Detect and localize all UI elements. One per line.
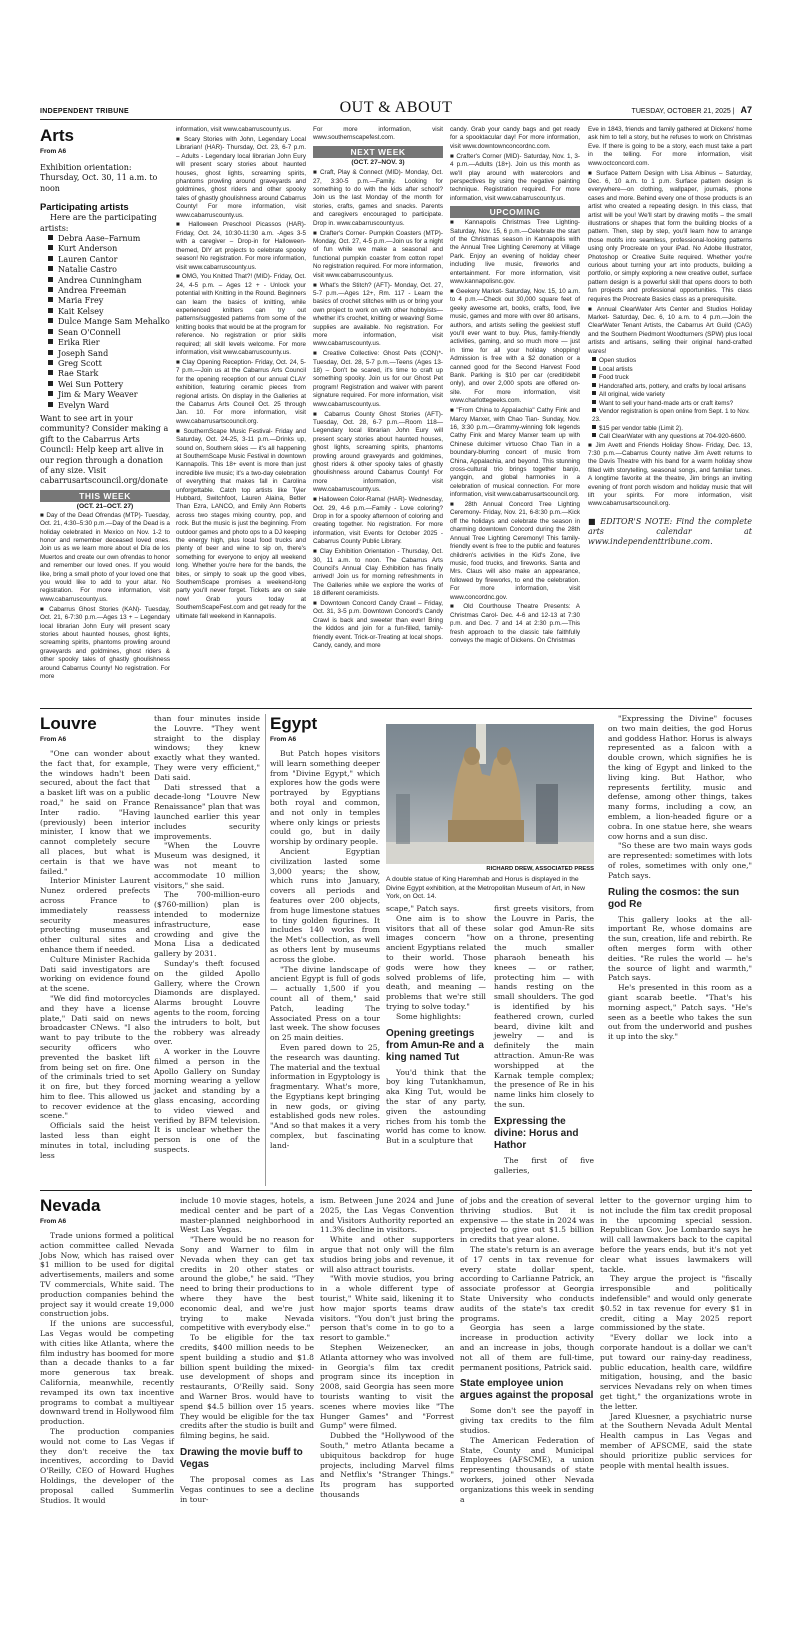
- calendar-item: Eve in 1843, friends and family gathered at Dickens' home ask him to tell a story, but he refuses to work on Christmas Eve. If there is going to be a story, each must take a part in the telling. For more information, visit www.octconcord.com.: [588, 126, 752, 167]
- list-item: All original, wide variety: [592, 391, 752, 399]
- paragraph: "When the Louvre Museum was designed, it was not meant to accommodate 10 million visitors," she said.: [154, 841, 260, 890]
- calendar-item: ■ "From China to Appalachia" Cathy Fink and Marcy Marxer, with Chao Tian- Sunday, Nov. 16, 3:30 p.m.—Grammy-winning folk legends Cathy Fink and Marcy Marxer team up with Chinese dulcimer virtuoso Chao Tian in a boundary-blurring concert of music from China, Appalachia, and beyond. This stunning cross-cultural trio brings together banjo, yangqin, and global harmonies in a celebration of musical connection. For more information, visit www.cabarrusartscouncil.org.: [450, 407, 580, 499]
- list-item: Kurt Anderson: [48, 244, 170, 254]
- paragraph: A worker in the Louvre filmed a person in the Apollo Gallery on Sunday morning wearing a yellow jacket and standing by a glass encasing, according to video viewed and verified by BFM television. It is unclear whether the person is one of the suspects.: [154, 1047, 260, 1155]
- paragraph: Culture Minister Rachida Dati said investigators are working on evidence found at the scene.: [40, 954, 150, 994]
- calendar-item: ■ Annual ClearWater Arts Center and Studios Holiday Market- Saturday, Dec. 6, 10 a.m. to 4 p.m.—Join the ClearWater Tenant Artists, the Cabarrus Art Guild (CAG) and the Southern Piedmont Woodturners (SPW) plus local artists and artisans, selling their original hand-crafted wares!: [588, 305, 752, 355]
- section-title: OUT & ABOUT: [339, 99, 453, 116]
- paragraph: Interior Minister Laurent Nunez ordered prefects across France to immediately reassess security measures protecting museums and other cultural sites and enhance them if needed.: [40, 876, 150, 954]
- calendar-column-5: [588, 126, 752, 642]
- paragraph: The proposal comes as Las Vegas continues to see a decline in tour-: [180, 1474, 314, 1504]
- nevada-heading: Nevada: [40, 1196, 101, 1215]
- list-item: Want to sell your hand-made arts or craft items?: [592, 400, 752, 408]
- calendar-item: information, visit www.cabarruscounty.us.: [176, 126, 292, 133]
- paragraph: ism. Between June 2024 and June 2025, the Las Vegas Convention and Visitors Authority reported an 11.3% decline in visitors.: [320, 1196, 454, 1235]
- egypt-column-4: [608, 714, 752, 1184]
- calendar-item: ■ Cabarrus Ghost Stories (KAN)- Tuesday, Oct. 21, 6-7:30 p.m.—Ages 13 + – Legendary local librarian John Eury will present scary stories about haunted houses, ghost lights, screaming spirits, phantoms prowling around graveyards and goldmines, ghost riders & other spooky tales of ghastly ghoulishness around Cabarrus County! No registration. For more: [40, 605, 170, 680]
- paragraph: But Patch hopes visitors will learn something deeper from "Divine Egypt," which explores how the gods were portrayed by Egyptians both royal and common, and not only in temples where only kings or priests could go, but in daily worship by ordinary people.: [270, 749, 380, 847]
- list-item: Sean O'Connell: [48, 328, 170, 338]
- arts-heading: Arts: [40, 126, 75, 145]
- calendar-item: ■ Old Courthouse Theatre Presents: A Christmas Carol- Dec. 4-6 and 12-13 at 7:30 p.m. and Dec. 7 and 14 at 2:30 p.m.—This fresh approach to the classic tale faithfully conveys the magic of Dickens. On Christmas: [450, 603, 580, 645]
- page-date: TUESDAY, OCTOBER 21, 2025 | A7: [631, 105, 752, 115]
- list-item: Food truck: [592, 374, 752, 382]
- paragraph: He's presented in this room as a giant scarab beetle. "That's his morning aspect," Patch says. "He's seen as a beetle who takes the sun out from the underworld and pushes it up into the sky.": [608, 983, 752, 1042]
- statue-illustration: [386, 724, 594, 864]
- paragraph: letter to the governor urging him to not include the film tax credit proposal in the upcoming special session. Republican Gov. Joe Lombardo says he will call lawmakers back to the capital before the years ends, but it's not yet clear what issues lawmakers will tackle.: [600, 1196, 752, 1274]
- calendar-item: ■ Surface Pattern Design with Lisa Albinus – Saturday, Dec. 6, 10 a.m. to 1 p.m. Surface pattern design is everywhere—on clothing, wallpaper, journals, phone cases and more. Behind every one of those products is an artist who created a repeating design. In this class, that artist will be you! We'll start by drawing motifs – the small illustrations or shapes that form the building blocks of a pattern. Then, step by step, you'll learn how to arrange those motifs into seamless, professional-looking patterns using only Procreate on your iPad. No Adobe Illustrator, Photoshop or Creative Suite required. Whether you're curious about turning your art into products, building a portfolio, or simply exploring a new creative outlet, surface pattern design is a powerful skill that opens doors to both fun projects and professional opportunities. This class requires the Procreate Basics class as a prerequisite.: [588, 169, 752, 303]
- list-item: Rae Stark: [48, 369, 170, 379]
- calendar-item: ■ Kannapolis Christmas Tree Lighting- Saturday, Nov. 15, 6 p.m.—Celebrate the start of the Christmas season in Kannapolis with the Annual Tree Lighting Ceremony at Village Park. Enjoy an evening of holiday cheer including live music, fireworks and entertainment. For more information, visit www.kannapolisnc.gov.: [450, 219, 580, 285]
- editors-note: ■ EDITOR'S NOTE: Find the complete arts calendar at www.independenttribune.com.: [588, 516, 752, 546]
- egypt-column-2: [386, 904, 486, 1184]
- donation-promo: Want to see art in your community? Consider making a gift to the Cabarrus Arts Council: Help keep art alive in our region through a donation of any size. Visit cabarrusartscouncil.org/donate: [40, 413, 169, 486]
- nevada-jump-line: From A6: [40, 1218, 67, 1225]
- calendar-item: ■ What's the Stitch? (AFT)- Monday, Oct. 27, 5-7 p.m.—Ages 12+, Rm. 117 - Learn the basics of crochet stitches with us or bring your own project to work on with other hobbyists—whether it's crochet, knitting or weaving! Some supplies are available. No registration. For more information, visit www.cabarruscounty.us.: [313, 281, 443, 348]
- paragraph: You'd think that the boy king Tutankhamun, aka King Tut, would be the star of any party, given the astounding riches from his tomb the world has come to know. But in a sculpture that: [386, 1067, 486, 1146]
- calendar-item: ■ Craft, Play & Connect (MID)- Monday, Oct. 27, 3:30-5 p.m.—Family. Looking for something to do with the kids after school? Join us the last Monday of the month for stories, crafts, games and snacks. Parents and caregivers encouraged to participate. Drop in. www.cabarruscounty.us.: [313, 169, 443, 227]
- paragraph: Some don't see the payoff in giving tax credits to the film studios.: [460, 1406, 594, 1435]
- paragraph: Georgia has seen a large increase in production activity and an increase in jobs, though not all of them are full-time, permanent positions, Patrick said.: [460, 1323, 594, 1372]
- paragraph: The American Federation of State, County and Municipal Employees (AFSCME), a union representing thousands of state workers, joined other Nevada organizations this week in sending a: [460, 1435, 594, 1504]
- paragraph: The 700-million-euro ($760-million) plan is intended to modernize infrastructure, ease crowding and give the Mona Lisa a dedicated gallery by 2031.: [154, 890, 260, 959]
- calendar-item: ■ Cabarrus County Ghost Stories (AFT)- Tuesday, Oct. 28, 6-7 p.m.—Room 118—Legendary local librarian John Eury will present scary stories about haunted houses, ghost lights, screaming spirits, phantoms prowling around graveyards and goldmines, ghost riders & other spooky tales of ghastly ghoulishness around Cabarrus County! For more information, visit www.cabarruscounty.us.: [313, 410, 443, 494]
- paragraph: Ancient Egyptian civilization lasted some 3,000 years; the show, which runs into January, covers all periods and features over 200 objects, from huge limestone statues to tiny golden figurines. It includes 140 works from the Met's collection, as well as others lent by museums across the globe.: [270, 846, 380, 964]
- artist-list: [48, 234, 170, 411]
- paragraph: Jared Kluesner, a psychiatric nurse at the Southern Nevada Adult Mental Health campus in Las Vegas and member of AFSCME, said the state should prioritize public services for people with mental health issues.: [600, 1411, 752, 1470]
- upcoming-band: UPCOMING: [450, 206, 580, 218]
- paragraph: scape," Patch says.: [386, 904, 460, 913]
- list-item: Evelyn Ward: [48, 401, 170, 411]
- calendar-column-4: [450, 126, 580, 645]
- nevada-column-4: [460, 1196, 594, 1632]
- list-item: $15 per vendor table (Limit 2).: [592, 425, 752, 433]
- subhead: State employee union argues against the proposal: [460, 1378, 594, 1402]
- page-number: A7: [740, 105, 752, 115]
- list-item: Greg Scott: [48, 359, 170, 369]
- publication-name: INDEPENDENT TRIBUNE: [40, 108, 129, 115]
- subhead: Opening greetings from Amun-Re and a king named Tut: [386, 1027, 484, 1063]
- paragraph: The production companies would not come to Las Vegas if they don't receive the tax incentives, according to David O'Reilly, CEO of Howard Hughes Holdings, the developer of the proposal called Summerlin Studios. It would: [40, 1426, 174, 1505]
- calendar-item: ■ Geekery Market- Saturday, Nov. 15, 10 a.m. to 4 p.m.—Check out 30,000 square feet of geeky awesome art, books, crafts, food, live music, games and more with over 80 artisans, authors, and artists selling the geekiest stuff you'll ever want to buy. Plus, family-friendly activities, gaming, and so much more — just in time for all your holiday shopping! Admission is free with a $2 donation or a canned good for the Second Harvest Food Bank. Parking is $10 per car (credit/debit only), and over 2,000 spots are offered on-site. For more information, visit www.charlottegeeks.com.: [450, 287, 580, 405]
- arts-column: [40, 126, 170, 680]
- statue-photo: [386, 724, 594, 864]
- list-item: Andrea Cunningham: [48, 276, 170, 286]
- list-item: Wei Sun Pottery: [48, 380, 170, 390]
- list-item: Natalie Castro: [48, 265, 170, 275]
- section-divider: [40, 1190, 752, 1191]
- paragraph: Dubbed the "Hollywood of the South," metro Atlanta became a ubiquitous backdrop for huge projects, including Marvel films and Netflix's "Stranger Things." Its program has supported thousands: [320, 1431, 454, 1499]
- egypt-column-3: [494, 904, 594, 1184]
- next-week-dates: (OCT. 27–NOV. 3): [351, 158, 405, 166]
- nevada-column-3: [320, 1196, 454, 1632]
- column-divider: [265, 714, 266, 1186]
- list-item: Local artists: [592, 366, 752, 374]
- subhead: Ruling the cosmos: the sun god Re: [608, 886, 740, 910]
- subhead: Expressing the divine: Horus and Hathor: [494, 1115, 579, 1151]
- list-item: Call ClearWater with any questions at 704-920-6600.: [592, 433, 752, 441]
- calendar-item: ■ Clay Exhibition Orientation - Thursday, Oct. 30, 11 a.m. to noon. The Cabarrus Arts Council's Annual Clay Exhibition has finally arrived! Join us for morning refreshments in The Galleries while we explore the works of 18 different ceramicists.: [313, 548, 443, 598]
- calendar-column-3: [313, 126, 443, 650]
- this-week-band: THIS WEEK: [40, 490, 170, 502]
- calendar-item: candy. Grab your candy bags and get ready for a spooktacular day! For more information, visit www.downtownconcordnc.com.: [450, 126, 580, 150]
- calendar-item: ■ Crafter's Corner- Pumpkin Coasters (MTP)- Monday, Oct. 27, 4-5 p.m.—Join us for a night of fun while we make a seasonal and functional pumpkin coaster from cotton rope! No registration required. For more information, visit www.cabarruscounty.us.: [313, 229, 443, 279]
- calendar-item: ■ Halloween Preschool Picassos (HAR)- Friday, Oct. 24, 10:30-11:30 a.m. -Ages 3-5 with a caregiver – Drop-in for Halloween-themed, DIY art projects to celebrate spooky season! No registration. For more information, visit www.cabarruscounty.us.: [176, 221, 306, 271]
- paragraph: They argue the project is "fiscally irresponsible and politically indefensible" and would only generate $0.52 in tax revenue for every $1 in credit, citing a May 2025 report commissioned by the state.: [600, 1274, 752, 1333]
- participating-heading: Participating artists: [40, 202, 129, 214]
- list-item: Jim & Mary Weaver: [48, 390, 170, 400]
- paragraph: than four minutes inside the Louvre. "They went straight to the display windows; they knew exactly what they wanted. They were very efficient," Dati said.: [154, 714, 260, 782]
- calendar-item: ■ Crafter's Corner (MID)- Saturday, Nov. 1, 3-4 p.m.—Adults (18+). Join us this month as we'll play around with watercolors and perspectives by using the negative painting technique. Registration required. For more information, visit www.cabarruscounty.us.: [450, 152, 580, 202]
- paragraph: "So these are two main ways gods are represented: sometimes with lots of roles, sometimes with only one," Patch says.: [608, 841, 752, 880]
- calendar-item: ■ Creative Collective: Ghost Pets (CON)*- Tuesday, Oct. 28, 5-7 p.m.—Teens (Ages 13-18) – Don't be scared, it's time to craft up something spooky. Join us for our Ghost Pet program! Registration and waiver with parent signature required. For more information, visit www.cabarruscounty.us.: [313, 350, 443, 408]
- calendar-item: ■ 28th Annual Concord Tree Lighting Ceremony- Friday, Nov. 21, 6-8:30 p.m.—Kick off the holidays and celebrate the season in charming downtown Concord during the 28th Annual Tree Lighting Ceremony! This family-friendly event is free to the public and features children's activities in the Kid's Zone, live music, food trucks, and fireworks. Santa and Mrs. Claus will also make an appearance, followed by fireworks, to end the celebration. For more information, visit www.concordnc.gov.: [450, 501, 580, 601]
- section-divider: [40, 708, 752, 709]
- paragraph: of jobs and the creation of several thriving studios. But it is expensive — the state in 2024 was projected to give out $1.5 billion in credits that year alone.: [460, 1196, 594, 1245]
- list-item: Joseph Sand: [48, 349, 170, 359]
- paragraph: Trade unions formed a political action committee called Nevada Jobs Now, which has raised over $1 million to be used for digital advertisements, mailers and some TV commercials, White said. The production companies behind the project say it would create 19,000 construction jobs.: [40, 1231, 174, 1319]
- list-item: Vendor registration is open online from Sept. 1 to Nov. 23.: [592, 408, 752, 425]
- egypt-column-1: [270, 714, 380, 1184]
- arts-jump-line: From A6: [40, 148, 67, 155]
- list-item: Maria Frey: [48, 296, 170, 306]
- calendar-column-2: [176, 126, 306, 642]
- list-item: Lauren Cantor: [48, 255, 170, 265]
- louvre-column-2: [154, 714, 260, 1184]
- photo-credit: RICHARD DREW, ASSOCIATED PRESS: [486, 866, 594, 872]
- calendar-item: ■ Scary Stories with John, Legendary Local Librarian! (HAR)- Thursday, Oct. 23, 6-7 p.m. – Adults - Legendary local librarian John Eury will present scary stories about haunted houses, ghost lights, screaming spirits, phantoms prowling around graveyards and goldmines, ghost riders and other spooky tales of ghastly ghoulishness around Cabarrus County! For more information, visit www.cabarruscounty.us.: [176, 135, 306, 219]
- paragraph: "We did find motorcycles and they have a license plate," Dati said on news broadcaster CNews. "I also want to pay tribute to the security officers who prevented the basket lift from being set on fire. One of the criminals tried to set it on fire, but they forced him to flee. This allowed us to recover evidence at the scene.": [40, 993, 150, 1121]
- this-week-dates: (OCT. 21–OCT. 27): [76, 502, 134, 510]
- list-item: Andrea Freeman: [48, 286, 170, 296]
- market-list: [592, 357, 752, 441]
- paragraph: Officials said the heist lasted less than eight minutes in total, including less: [40, 1121, 150, 1160]
- subhead: Drawing the movie buff to Vegas: [180, 1446, 303, 1470]
- next-week-band: NEXT WEEK: [313, 146, 443, 158]
- paragraph: "Every dollar we lock into a corporate handout is a dollar we can't put toward our rainy-day readiness, public education, health care, wildfire mitigation, housing, and the basic services Nevadans rely on when times get tight," the organizations wrote in the letter.: [600, 1333, 752, 1411]
- paragraph: Sunday's theft focused on the gilded Apollo Gallery, where the Crown Diamonds are displayed. Alarms brought Louvre agents to the room, forcing the intruders to bolt, but the robbery was already over.: [154, 958, 260, 1047]
- paragraph: first greets visitors, from the Louvre in Paris, the solar god Amun-Re sits on a throne, presenting the much smaller pharaoh beneath his knees — or rather, protecting him — with hands resting on the small shoulders. The god is identified by his feathered crown, curled beard, divine kilt and jewelry — and is definitely the main attraction. Amun-Re was worshipped at the Karnak temple complex; the presence of Re in his name links him closely to the sun.: [494, 904, 594, 1109]
- photo-caption: A double statue of King Haremhab and Horus is displayed in the Divine Egypt exhibition, at the Metropolitan Museum of Art, in New York, on Oct. 14.: [386, 876, 586, 901]
- paragraph: include 10 movie stages, hotels, a medical center and be part of a master-planned neighborhood in West Las Vegas.: [180, 1196, 314, 1235]
- list-item: Open studios: [592, 357, 752, 365]
- paragraph: "Expressing the Divine" focuses on two main deities, the god Horus and goddess Hathor. Horus is always represented as a falcon with a double crown, which signifies he is the king of Egypt and linked to the living king. But Hathor, who represents fertility, music and defense, among other things, takes many forms, including a cow, an emblem, a lion-headed figure or a cobra. In one statue here, she wears cow horns and a sun disc.: [608, 714, 752, 841]
- paragraph: The first of five galleries,: [494, 1155, 594, 1175]
- paragraph: White and other supporters argue that not only will the film studios bring jobs and revenue, it will also attract tourists.: [320, 1235, 454, 1274]
- louvre-heading: Louvre: [40, 714, 97, 733]
- calendar-item: ■ OMG, You Knitted That?! (MID)- Friday, Oct. 24, 4-5 p.m. – Ages 12 + - Unlock your potential with Knitting in the Round. Beginners can learn the basics of knitting, while experienced knitters can try out patterns/suggested patterns from some of the knitting books that would be at the program for reference. No registration or prior skills required; all skill levels welcome. For more information, visit www.cabarruscounty.us.: [176, 273, 306, 357]
- list-item: Debra Aase–Farnum: [48, 234, 170, 244]
- paragraph: Stephen Weizenecker, an Atlanta attorney who was involved in Georgia's film tax credit program since its inception in 2008, said Georgia has seen more tourists wanting to visit the scenes where movies like "The Hunger Games" and "Forrest Gump" were filmed.: [320, 1342, 454, 1431]
- louvre-jump-line: From A6: [40, 736, 67, 743]
- list-item: Dulce Mange Sam Mehalko: [48, 317, 170, 327]
- list-item: Handcrafted arts, pottery, and crafts by local artisans: [592, 383, 752, 391]
- paragraph: The state's return is an average of 17 cents in tax revenue for every state dollar spent, according to Carlianne Patrick, an associate professor at Georgia State University who conducts audits of the state's tax credit programs.: [460, 1244, 594, 1323]
- list-item: Erika Rier: [48, 338, 170, 348]
- nevada-column-1: [40, 1196, 174, 1632]
- nevada-column-5: [600, 1196, 752, 1632]
- louvre-column-1: [40, 714, 150, 1184]
- paragraph: Some highlights:: [396, 1011, 462, 1021]
- calendar-item: ■ Clay Opening Reception- Friday, Oct. 24, 5-7 p.m.—Join us at the Cabarrus Arts Council for the opening reception of our annual CLAY exhibition, featuring ceramic pieces from regional artists. On display in the Galleries at the Cabarrus Arts Council Oct. 25 through Jan. 10. For more information, visit www.cabarrusartscouncil.org.: [176, 358, 306, 425]
- calendar-item: ■ SouthernScape Music Festival- Friday and Saturday, Oct. 24-25, 3-11 p.m.—Drinks up, sound on, Southern skies — it's all happening at SouthernScape Music Festival in downtown Kannapolis. This 18+ event is more than just incredible live music; it's a two-day celebration of everything that makes fall in Carolina unforgettable. Catch top artists like Tyler Hubbard, Switchfoot, Lauren Alaina, Better Than Ezra, LANCO, and Emily Ann Roberts across two stages mixing country, pop, and rock. But the music is just the beginning. From outdoor games and photo ops to a DJ keeping the energy high, plus local food trucks and plenty of beer and wine to sip on, there's something for everyone to enjoy all weekend long. Whether you're here for the bands, the bites, or simply to soak up the good vibes, SouthernScape promises a weekend-long party you'll never forget. Tickets are on sale now! Grab yours today at SouthernScapeFest.com and get ready for the ultimate fall weekend in Kannapolis.: [176, 427, 306, 620]
- paragraph: "With movie studios, you bring in a whole different type of tourist," White said, likening it to how major sports teams draw visitors. "You don't just bring the person that's come in to go to a resort to gamble.": [320, 1274, 454, 1343]
- participating-intro: Here are the participating artists:: [40, 213, 157, 233]
- nevada-column-2: [180, 1196, 314, 1632]
- paragraph: "One can wonder about the fact that, for example, the windows hadn't been secured, about the fact that a basket lift was on a public road," he said on France Inter radio. "Having (previously) been interior minister, I know that we cannot completely secure all places, but what is certain is that we have failed.": [40, 749, 150, 876]
- paragraph: To be eligible for the tax credits, $400 million needs to be spent building a studio and $1.8 billion spent building the mixed-use development of shops and restaurants, O'Reilly said. Sony and Warner Bros. would have to spend $4.5 billion over 15 years. They would be eligible for the tax credits after the studio is built and filming begins, he said.: [180, 1333, 315, 1441]
- calendar-item: ■ Jim Avett and Friends Holiday Show- Friday, Dec. 13, 7:30 p.m.—Cabarrus County native Jim Avett returns to the Davis Theatre with his band for a warm holiday show filled with storytelling, seasonal songs, and familiar tunes. A longtime favorite at the theatre, Jim brings an inviting evening of front porch wisdom and holiday music that will lift your spirits. For more information, visit www.cabarrusartscouncil.org.: [588, 441, 752, 508]
- calendar-item: ■ Day of the Dead Ofrendas (MTP)- Tuesday, Oct. 21, 4:30–5:30 p.m.—Day of the Dead is a holiday celebrated in Mexico on Nov. 1-2 to honor and remember deceased loved ones. Join us as we learn more about el Día de los Muertos and create our own ofrendas to honor and remember our loved ones. If you would like, bring a small photo of your loved one that you would like to add to your altar. No registration. For more information, visit www.cabarruscounty.us.: [40, 511, 170, 603]
- list-item: Kait Kelsey: [48, 307, 170, 317]
- paragraph: "There would be no reason for Sony and Warner to film in Nevada when they can get tax credits in 20 other states or around the globe," he said. "They need to bring their productions to where they have the best economic deal, and we're just trying to make Nevada competitive with everybody else.": [180, 1235, 314, 1333]
- calendar-item: ■ Downtown Concord Candy Crawl – Friday, Oct. 31, 3-5 p.m. Downtown Concord's Candy Crawl is back and sweeter than ever! Bring the kiddos and join for a fun-filled, family-friendly event. Trick-or-Treating at local shops. Candy, candy, and more: [313, 600, 443, 650]
- paragraph: If the unions are successful, Las Vegas would be competing with cities like Atlanta, where the film industry has boomed for more than a decade thanks to a far more generous tax break. California, meanwhile, recently revamped its own tax incentive programs to combat a multiyear downward trend in Hollywood film production.: [40, 1319, 174, 1427]
- paragraph: "The divine landscape of ancient Egypt is full of gods — actually 1,500 if you count all of them," said Patch, leading The Associated Press on a tour last week. The show focuses on 25 main deities.: [270, 964, 380, 1043]
- calendar-item: For more information, visit www.southernscapefest.com.: [313, 126, 443, 142]
- egypt-jump-line: From A6: [270, 736, 297, 743]
- calendar-item: ■ Halloween Color-Rama! (HAR)- Wednesday, Oct. 29, 4-6 p.m.—Family - Love coloring? Drop in for a spooky afternoon of coloring and creating together. No registration. For more information, visit Events for October 2025 - Cabarrus County Public Library.: [313, 496, 443, 546]
- paragraph: One aim is to show visitors that all of these images concern "how ancient Egyptians related to their world. Those gods were how they solved problems of life, death, and meaning — problems that we're still trying to solve today.": [386, 913, 486, 1011]
- masthead: [40, 98, 752, 120]
- paragraph: This gallery looks at the all-important Re, whose domains are the sun, creation, life and rebirth. Re often merges form with other deities. "Re rules the world — he's the source of light and warmth," Patch says.: [608, 914, 752, 983]
- egypt-heading: Egypt: [270, 714, 318, 733]
- exhibition-orientation: Exhibition orientation: Thursday, Oct. 30, 11 a.m. to noon: [40, 163, 158, 193]
- paragraph: Dati stressed that a decade-long "Louvre New Renaissance" plan that was launched earlier this year includes security improvements.: [154, 782, 260, 841]
- paragraph: Even pared down to 25, the research was daunting. The material and the textual information in Egyptology is fragmentary. What's more, the Egyptians kept bringing in new gods, or giving established gods new roles. "And so that makes it a very complex, but fascinating land-: [270, 1042, 380, 1150]
